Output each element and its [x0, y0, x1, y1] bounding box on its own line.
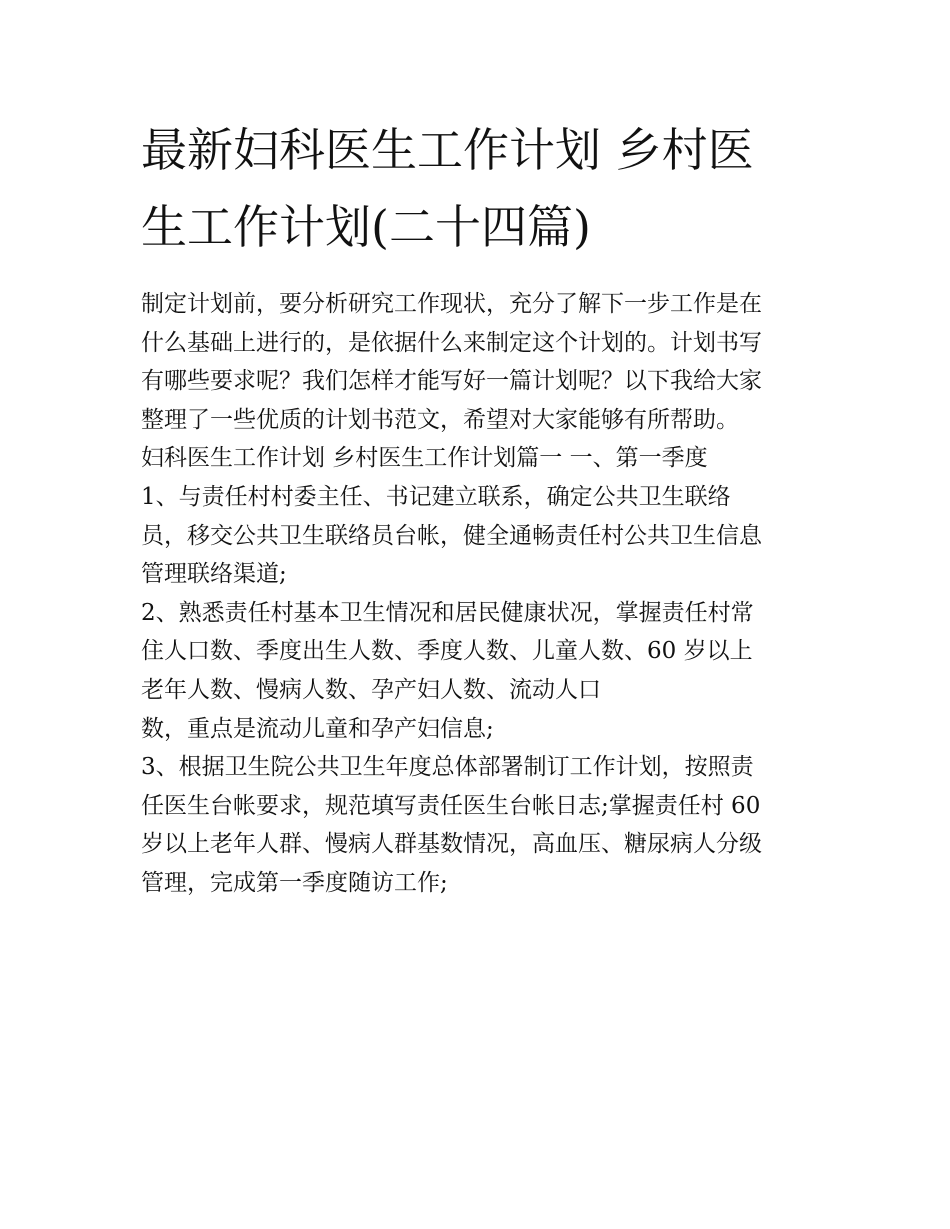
document-page — [141, 112, 821, 903]
title-line-1: 最新妇科医生工作计划 乡村医 — [141, 123, 754, 177]
body-line-16: 管理，完成第一季度随访工作; — [141, 869, 448, 896]
body-line-7: 员，移交公共卫生联络员台帐，健全通畅责任村公共卫生信息 — [141, 522, 762, 549]
body-line-8: 管理联络渠道; — [141, 561, 287, 588]
body-line-11: 老年人数、慢病人数、孕产妇人数、流动人口 — [141, 676, 601, 703]
body-line-13: 3、根据卫生院公共卫生年度总体部署制订工作计划，按照责 — [141, 754, 754, 781]
body-line-9: 2、熟悉责任村基本卫生情况和居民健康状况，掌握责任村常 — [141, 599, 754, 626]
document-title — [141, 112, 821, 266]
body-line-4: 整理了一些优质的计划书范文，希望对大家能够有所帮助。 — [141, 406, 739, 433]
body-line-15: 岁以上老年人群、慢病人群基数情况，高血压、糖尿病人分级 — [141, 831, 762, 858]
body-line-3: 有哪些要求呢？我们怎样才能写好一篇计划呢？以下我给大家 — [141, 368, 762, 395]
document-body — [141, 285, 821, 903]
body-line-2: 什么基础上进行的，是依据什么来制定这个计划的。计划书写 — [141, 329, 762, 356]
body-line-1: 制定计划前，要分析研究工作现状，充分了解下一步工作是在 — [141, 291, 762, 317]
body-line-6: 1、与责任村村委主任、书记建立联系，确定公共卫生联络 — [141, 483, 731, 510]
body-line-14: 任医生台帐要求，规范填写责任医生台帐日志;掌握责任村 60 — [141, 792, 761, 819]
body-line-5: 妇科医生工作计划 乡村医生工作计划篇一 一、第一季度 — [141, 445, 708, 472]
body-line-10: 住人口数、季度出生人数、季度人数、儿童人数、60 岁以上 — [141, 638, 753, 665]
title-line-2: 生工作计划(二十四篇) — [141, 200, 591, 254]
body-line-12: 数，重点是流动儿童和孕产妇信息; — [141, 715, 494, 742]
